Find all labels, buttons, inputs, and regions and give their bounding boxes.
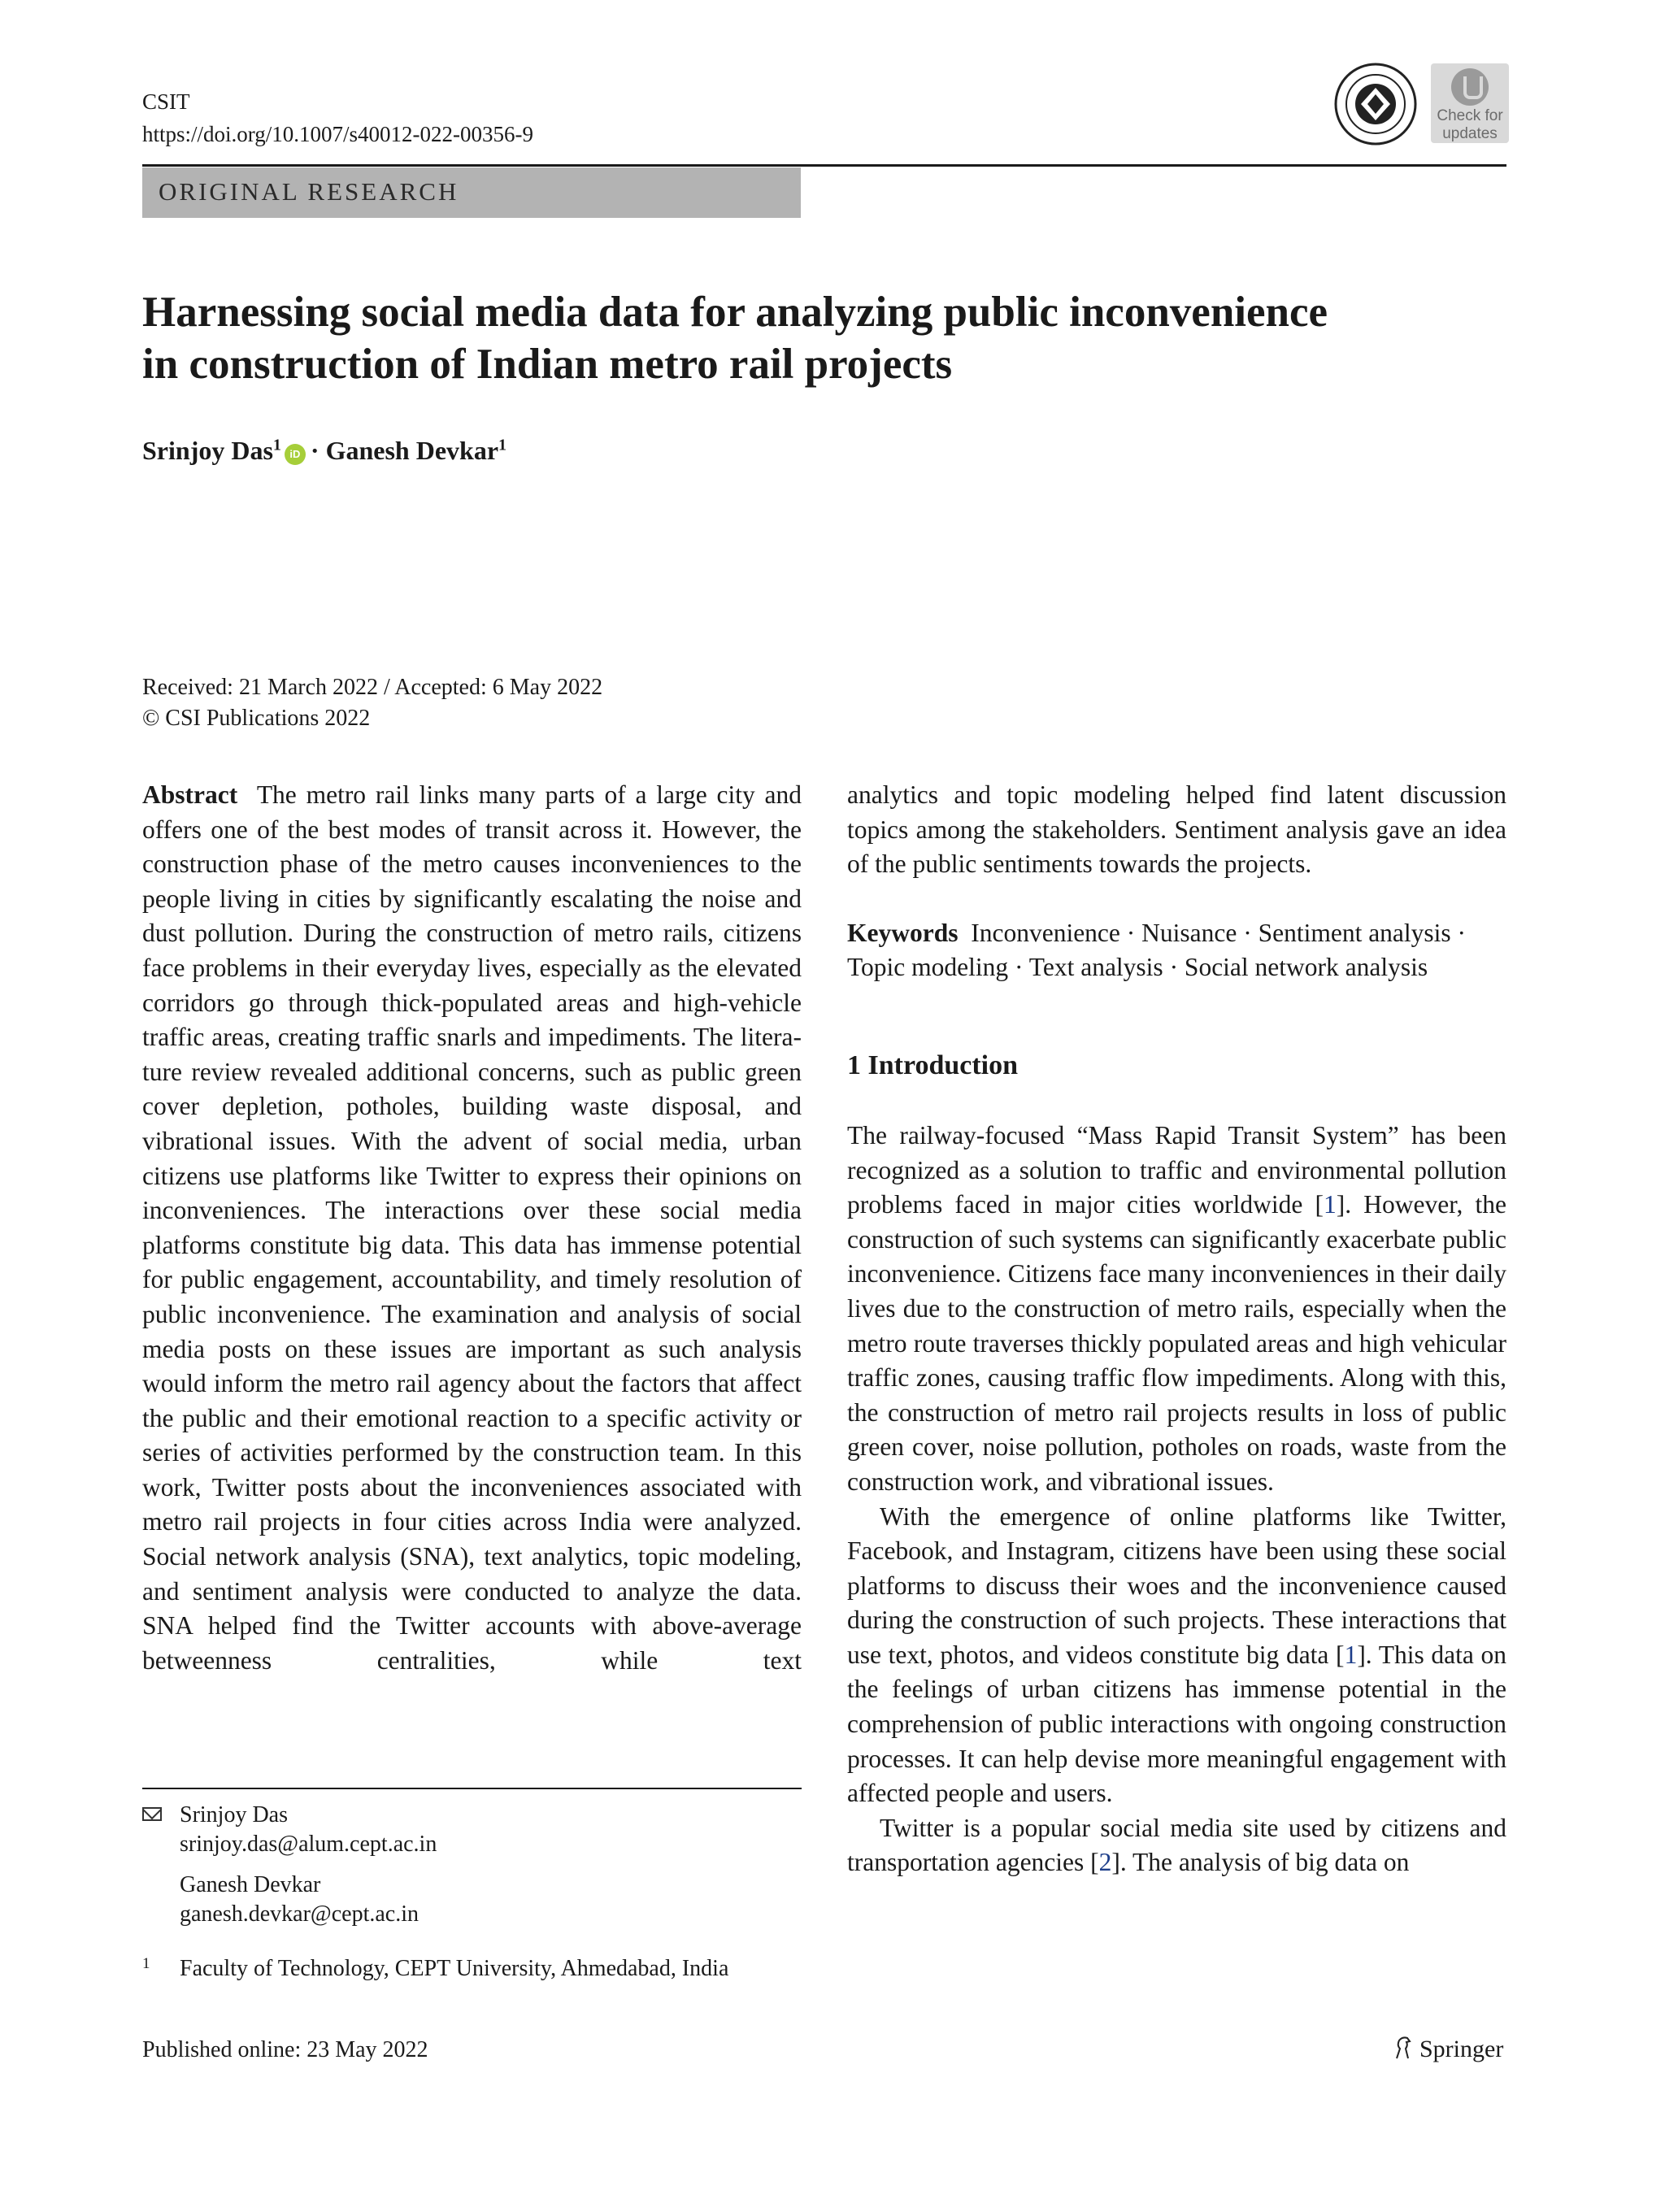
- citation-link[interactable]: 2: [1098, 1848, 1112, 1877]
- check-for-updates-button[interactable]: [1431, 63, 1509, 143]
- abstract-text: The metro rail links many parts of a large city and offers one of the best modes of transit across it. However, the construction phase of the metro causes inconveniences to the people living in cities by significantly escalating the noise and dust pollution. During the construction of metro rails, citizens face problems in their everyday lives, especially as the elevated corridors go through thick-populated areas and high-vehicle traffic areas, creating traffic snarls and impediments. The literature review revealed additional concerns, such as public green cover depletion, potholes, building waste disposal, and vibrational issues. With the advent of social media, urban citizens use platforms like Twitter to express their opinions on inconveniences. The interactions over these social media platforms constitute big data. This data has immense potential for public engagement, accountability, and timely resolution of public inconvenience. The examination and analysis of social media posts on these issues are important as such analysis would inform the metro rail agency about the factors that affect the public and their emotional reaction to a specific activity or series of activities performed by the construction team. In this work, Twitter posts about the inconveniences associated with metro rail projects in four cities across India were analyzed. Social network analysis (SNA), text analytics, topic modeling, and sentiment analysis were conducted to analyze the data. SNA helped find the Twitter accounts with above-average betweenness centralities, while text: [142, 780, 802, 1675]
- header-rule: [142, 164, 1506, 167]
- citation-link[interactable]: 1: [1344, 1640, 1358, 1669]
- logo-area: [1333, 62, 1504, 146]
- author-affil-sup: 1: [272, 436, 281, 454]
- paper-title: [142, 286, 1524, 390]
- author-affil-sup: 1: [498, 436, 507, 454]
- article-dates: [142, 672, 602, 734]
- abstract-continued: analytics and topic modeling helped find latent discussion topics among the stakeholders. Sentiment analysis gave an idea of the public sentiments towards the projects.: [847, 780, 1506, 879]
- envelope-icon: [142, 1807, 162, 1821]
- correspondence-text: [180, 1801, 830, 1929]
- csi-seal-logo: [1333, 62, 1418, 146]
- author-separator: ·: [310, 436, 320, 465]
- author-list: [142, 436, 506, 466]
- intro-paragraph-2: [847, 1500, 1506, 1811]
- intro-paragraph-1: [847, 1119, 1506, 1500]
- section-heading: 1 Introduction: [847, 1050, 1019, 1080]
- corr-email[interactable]: srinjoy.das@alum.cept.ac.in: [180, 1832, 437, 1857]
- intro-text: ]. However, the construction of such systems can significantly exacerbate public inconvenience. Citizens face many inconveniences in their daily lives due to the construction of metro rails, especially when the metro route traverses thickly populated areas and high vehicular traffic zones, causing traffic flow impediments. Along with this, the construction of metro rail projects results in loss of public green cover, noise pollution, potholes on roads, waste from the construction work, and vibrational issues.: [847, 1190, 1506, 1496]
- intro-text: The railway-focused “Mass Rapid Transit System” has been recognized as a solution to traffic and environmental pollution problems faced in major cities worldwide [: [847, 1120, 1506, 1219]
- right-column: [847, 778, 1506, 1880]
- published-date: Published online: 23 May 2022: [142, 2037, 428, 2062]
- corr-email[interactable]: ganesh.devkar@cept.ac.in: [180, 1901, 419, 1927]
- bookmark-icon: [1451, 68, 1489, 106]
- check-updates-line2: updates: [1442, 125, 1498, 142]
- left-column: [142, 778, 802, 1678]
- corr-name: Srinjoy Das: [180, 1802, 288, 1827]
- affiliation-footnote: [142, 1954, 809, 1984]
- keywords-paragraph: [847, 916, 1506, 985]
- copyright-line: © CSI Publications 2022: [142, 706, 371, 731]
- keywords-label: Keywords: [847, 918, 959, 947]
- affiliation-number: 1: [142, 1955, 150, 1972]
- author-name[interactable]: Srinjoy Das: [142, 436, 273, 465]
- citation-link[interactable]: 1: [1324, 1190, 1337, 1219]
- springer-horse-icon: [1392, 2036, 1415, 2060]
- corr-name: Ganesh Devkar: [180, 1872, 321, 1897]
- title-line-2: in construction of Indian metro rail projects: [142, 341, 953, 388]
- footnote-rule: [142, 1788, 802, 1789]
- affiliation-text: Faculty of Technology, CEPT University, Ahmedabad, India: [180, 1956, 729, 1981]
- intro-paragraph-3: [847, 1811, 1506, 1880]
- abstract-paragraph: [142, 778, 802, 1678]
- title-line-1: Harnessing social media data for analyzing public inconvenience: [142, 289, 1328, 336]
- publisher-name: Springer: [1419, 2036, 1504, 2062]
- intro-text: ]. This data on the feelings of urban citizens has immense potential in the comprehension of public interactions with ongoing construction processes. It can help devise more meaningful engagement with affected people and users.: [847, 1640, 1507, 1808]
- check-updates-line1: Check for: [1437, 107, 1503, 124]
- abstract-label: Abstract: [142, 780, 238, 809]
- orcid-icon[interactable]: iD: [285, 444, 306, 465]
- keywords-text: Inconvenience · Nuisance · Sentiment analysis · Topic modeling · Text analysis · Social network analysis: [847, 918, 1467, 982]
- intro-text: With the emergence of online platforms like Twitter, Facebook, and Instagram, citizens have been using these social platforms to discuss their woes and the inconvenience caused during the construction of such projects. These interactions that use text, photos, and videos constitute big data [: [847, 1501, 1506, 1669]
- journal-name: CSIT: [142, 89, 190, 114]
- intro-text: ]. The analysis of big data on: [1111, 1848, 1410, 1877]
- intro-text: Twitter is a popular social media site used by citizens and transportation agencies [: [847, 1813, 1506, 1877]
- author-name[interactable]: Ganesh Devkar: [325, 436, 499, 465]
- publisher-logo: [1392, 2036, 1503, 2063]
- received-accepted-dates: Received: 21 March 2022 / Accepted: 6 May 2022: [142, 675, 603, 700]
- doi-link[interactable]: https://doi.org/10.1007/s40012-022-00356-9: [142, 122, 534, 146]
- article-type-label: ORIGINAL RESEARCH: [159, 177, 459, 206]
